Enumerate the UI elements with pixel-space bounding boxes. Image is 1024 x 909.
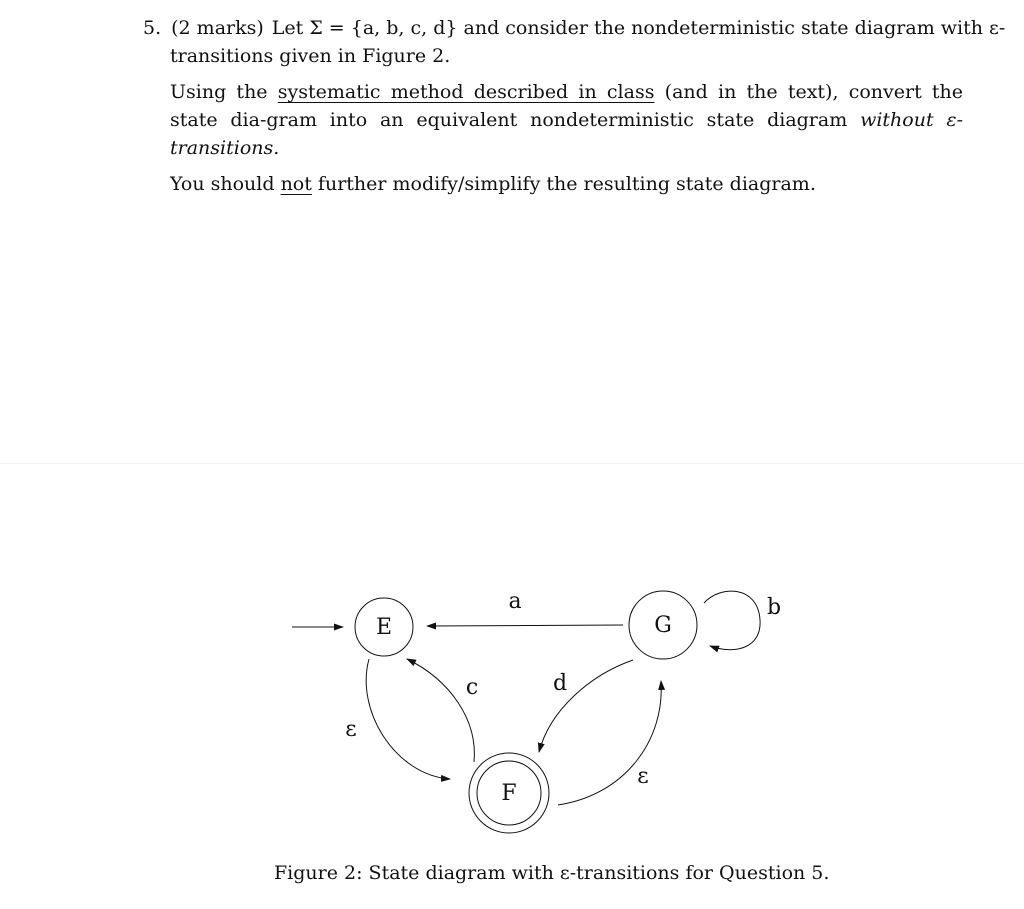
- figure-caption: Figure 2: State diagram with ε-transitions for Question 5.: [274, 862, 830, 884]
- transition-g-g-b: [704, 591, 760, 650]
- note-underlined-not: not: [280, 173, 312, 195]
- label-a: a: [508, 589, 522, 614]
- label-epsilon-ef: ε: [345, 717, 357, 742]
- systematic-method-link: systematic method described in class: [277, 81, 655, 103]
- question-intro-continued: transitions given in Figure 2.: [170, 45, 451, 67]
- state-f-label: F: [501, 781, 517, 806]
- instruction-emphasis: without ε-transitions.: [170, 109, 964, 159]
- note-end: further modify/simplify the resulting state diagram.: [317, 173, 816, 195]
- transition-f-e-c: [407, 659, 474, 762]
- instruction-start: Using the: [170, 81, 268, 103]
- question-intro: Let Σ = {a, b, c, d} and consider the nondeterministic state diagram with ε-: [271, 17, 1006, 39]
- question-marks: (2 marks): [171, 17, 264, 39]
- question-number: 5.: [143, 17, 162, 39]
- state-g-label: G: [654, 613, 672, 638]
- instruction-middle: (and in the text), convert the state dia-gram into an equivalent nondeterministic state diagram: [170, 81, 964, 131]
- label-c: c: [465, 675, 479, 700]
- state-e-label: E: [375, 615, 393, 640]
- label-epsilon-fg: ε: [637, 764, 649, 789]
- label-b: b: [766, 595, 782, 620]
- transition-g-e-a: [427, 625, 623, 626]
- note-start: You should: [170, 173, 275, 195]
- label-d: d: [552, 671, 568, 696]
- transition-e-f-epsilon: [366, 659, 450, 779]
